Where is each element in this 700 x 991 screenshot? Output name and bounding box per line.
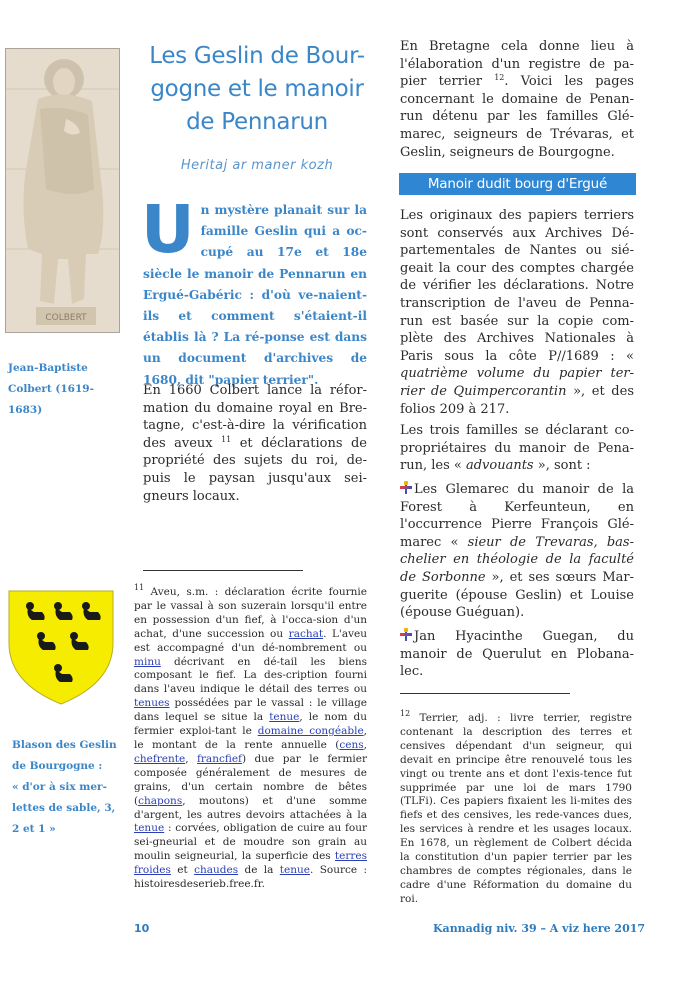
- intro-text: n mystère planait sur la famille Geslin qui a oc-cupé au 17e et 18e siècle le manoir de Pennarun en Ergué-Gabéric : d'où ve-naient-ils et comment s'étaient-il établis là ? La ré-ponse est dans un document d'archives de 1680, dit "papier terrier".: [143, 203, 367, 387]
- quoted-text: sieur de Trevaras, bas-chelier en théologie de la faculté de Sorbonne: [400, 534, 634, 585]
- blazon-caption-title: Blason des Geslin de Bourgogne :: [12, 739, 117, 772]
- blazon-caption-description: « d'or à six mer-lettes de sable, 3, 2 et 1 »: [12, 781, 116, 835]
- footnote-separator: [400, 693, 570, 694]
- glossary-link[interactable]: domaine congéable: [257, 725, 364, 738]
- footnote-separator: [143, 570, 303, 571]
- blazon-caption: [12, 735, 124, 840]
- paragraph-text: En Bretagne cela donne lieu à l'élaboration d'un registre de pa-pier terrier: [400, 39, 634, 90]
- footnote-text: : corvées, obligation de cuire au four sei-gneurial et de moudre son grain au moulin seigneurial, la superficie des: [134, 822, 367, 863]
- footnote-text: , le montant de la rente annuelle (: [134, 725, 368, 751]
- footnote-ref-11[interactable]: 11: [221, 434, 232, 444]
- glossary-link[interactable]: tenue: [134, 822, 165, 835]
- paragraph-text: Les trois familles se déclarant co-propriétaires du manoir de Pena-run, les «: [400, 423, 634, 474]
- paragraph-text: et déclarations de propriété des sujets du roi, de-puis le paysan jusqu'aux sei-gneurs locaux.: [143, 435, 367, 504]
- list-item-text: Jan Hyacinthe Guegan, du manoir de Querulut en Plobana-lec.: [400, 629, 634, 680]
- portrait-caption: Jean-Baptiste Colbert (1619-1683): [8, 362, 94, 416]
- footnote-text: ) due par le fermier composée généralement de mesures de grains, d'un certain nombre de bêtes (: [134, 752, 367, 807]
- footnote-text: , le nom du fermier exploi-tant le: [134, 711, 367, 738]
- paragraph-text: Les originaux des papiers terriers sont conservés aux Archives Dé-partementales de Nantes ou sié-geait la cour des comptes chargée de vérifier les déclarations. Notre transcription de l'aveu de Penna-run est basée sur la copie com-plète des Archives Nationales à Paris sous la côte P//1689 : «: [400, 208, 634, 364]
- list-item-text: », et ses sœurs Mar-guerite (épouse Geslin) et Louise (épouse Guéguan).: [400, 569, 634, 621]
- footnote-number: 12: [400, 709, 411, 718]
- article-title: Les Geslin de Bour-gogne et le manoir de Pennarun: [149, 43, 365, 135]
- footnote-number: 11: [134, 583, 145, 592]
- statue-inscription: COLBERT: [45, 313, 87, 323]
- glossary-link[interactable]: cens: [339, 738, 364, 751]
- drop-cap: U: [141, 191, 195, 268]
- footnote-text: ,: [185, 752, 198, 765]
- article-intro: [141, 191, 367, 391]
- paragraph-families: [400, 422, 634, 475]
- footnote-text: possédées par le vassal : le village dans lequel se situe la: [134, 697, 367, 724]
- list-item: [400, 481, 634, 622]
- glossary-link[interactable]: terres froides: [134, 850, 367, 877]
- geslin-coat-of-arms: [6, 588, 116, 706]
- footnote-text: et: [170, 864, 195, 877]
- glossary-link[interactable]: francfief: [197, 752, 242, 765]
- page-number: 10: [134, 922, 150, 935]
- quoted-term: advouants: [465, 458, 534, 474]
- glossary-link[interactable]: chefrente: [134, 752, 186, 765]
- glossary-link[interactable]: tenue: [269, 711, 300, 724]
- glossary-link[interactable]: minu: [134, 655, 161, 668]
- footnote-12: [400, 709, 632, 907]
- paragraph-text: », sont :: [533, 458, 591, 474]
- list-item-text: Les Glemarec du manoir de la Forest à Kerfeunteun, en l'occurrence Pierre François Glé-marec «: [400, 482, 634, 550]
- footnote-ref-12[interactable]: 12: [494, 73, 505, 83]
- paragraph-bretagne: [400, 38, 634, 161]
- footnote-text: ,: [363, 738, 367, 751]
- footnote-text: . Source : histoiresdeserieb.free.fr.: [134, 864, 367, 891]
- list-item: [400, 628, 634, 681]
- footnote-text: de la: [238, 864, 280, 877]
- section-banner: Manoir dudit bourg d'Ergué: [399, 173, 636, 195]
- cross-bullet-icon: [400, 482, 412, 494]
- cross-bullet-icon: [400, 629, 412, 641]
- footnote-text: , moutons) et d'une somme d'argent, les autres devoirs attachées à la: [134, 794, 367, 821]
- glossary-link[interactable]: chaudes: [194, 864, 239, 877]
- paragraph-text: En 1660 Colbert lance la réfor-mation du domaine royal en Bre-tagne, c'est-à-dire la vérification des aveux: [143, 383, 367, 451]
- glossary-link[interactable]: tenue: [279, 864, 310, 877]
- paragraph-colbert: [143, 382, 367, 505]
- quoted-title: quatrième volume du papier ter-rier de Quimpercorantin: [400, 366, 634, 399]
- paragraph-text: . Voici les pages concernant le domaine de Penan-run détenu par les familles Glé-marec, seigneurs de Trévaras, et Geslin, seigneurs de Bourgogne.: [400, 74, 634, 160]
- statue-illustration: [6, 49, 119, 332]
- glossary-link[interactable]: chapons: [138, 794, 183, 807]
- footnote-text: . L'aveu est accompagné d'un dé-nombrement ou: [134, 627, 367, 654]
- publication-footer: Kannadig niv. 39 – A viz here 2017: [433, 922, 646, 935]
- glossary-link[interactable]: tenues: [134, 697, 170, 710]
- paragraph-text: », et des folios 209 à 217.: [400, 383, 634, 417]
- footnote-text: décrivant en dé-tail les biens composant le fief. La des-cription fourni dans l'aveu indique le détail des terres ou: [134, 655, 367, 696]
- colbert-statue-image: [5, 48, 120, 333]
- paragraph-archives: [400, 207, 634, 418]
- footnote-text: Aveu, s.m. : déclaration écrite fournie par le vassal à son suzerain lorsqu'il entre en possession d'un fief, à l'occa-sion d'un achat, d'une succession ou: [134, 586, 367, 640]
- article-subtitle: Heritaj ar maner kozh: [180, 158, 334, 173]
- footnote-text: Terrier, adj. : livre terrier, registre contenant la description des terres et censives dépendant d'un seigneur, qui devait en principe être renouvelé tous les vingt ou trente ans et dont l'exis-tence fut supprimée par une loi de mars 1790 (TLFi). Ces papiers fixaient les li-mites des fiefs et des censives, les rede-vances dues, les services à rendre et les usages locaux. En 1678, un règlement de Colbert décida la constitution d'un papier terrier par les chambres de comptes régionales, dans le cadre d'une Réformation du domaine du roi.: [400, 712, 632, 905]
- footnote-11: [134, 583, 368, 892]
- glossary-link[interactable]: rachat: [288, 627, 324, 640]
